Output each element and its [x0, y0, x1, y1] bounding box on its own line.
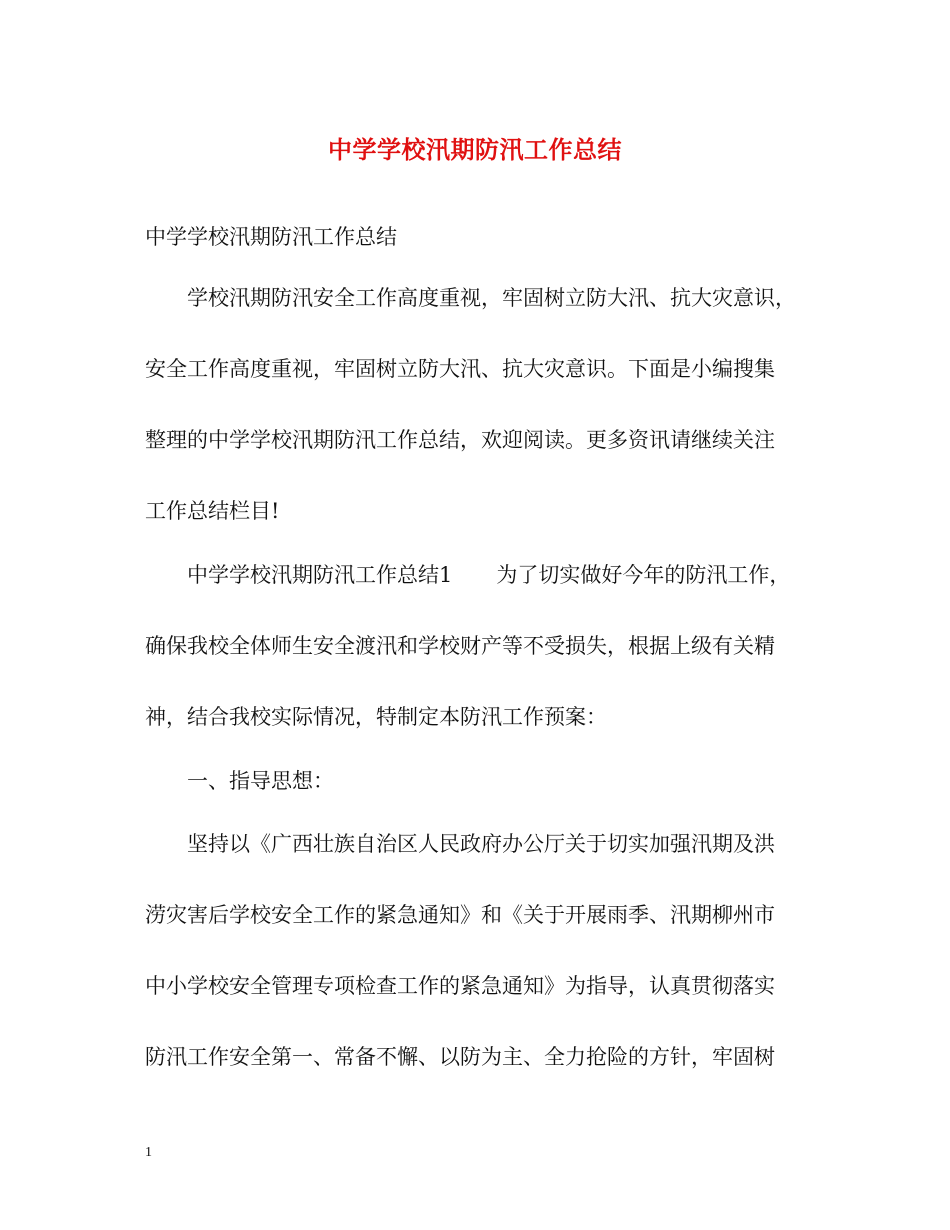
paragraph-line: 确保我校全体师生安全渡汛和学校财产等不受损失，根据上级有关精: [145, 634, 775, 658]
paragraph-line: 工作总结栏目!: [145, 499, 280, 523]
paragraph-line: [187, 560, 867, 590]
paragraph-line: 整理的中学学校汛期防汛工作总结，欢迎阅读。更多资讯请继续关注: [145, 428, 775, 452]
paragraph-line: 涝灾害后学校安全工作的紧急通知》和《关于开展雨季、汛期柳州市: [145, 903, 775, 927]
paragraph-line: 安全工作高度重视，牢固树立防大汛、抗大灾意识。下面是小编搜集: [145, 357, 775, 381]
section-heading: 中学学校汛期防汛工作总结1: [187, 563, 453, 587]
document-subtitle: 中学学校汛期防汛工作总结: [145, 225, 397, 249]
paragraph-line: 中小学校安全管理专项检查工作的紧急通知》为指导，认真贯彻落实: [145, 974, 775, 998]
paragraph-line: 学校汛期防汛安全工作高度重视，牢固树立防大汛、抗大灾意识，: [187, 286, 796, 310]
section-heading: 一、指导思想：: [187, 769, 334, 793]
paragraph-text: 为了切实做好今年的防汛工作，: [496, 563, 791, 587]
document-title: 中学学校汛期防汛工作总结: [328, 135, 622, 164]
paragraph-line: 防汛工作安全第一、常备不懈、以防为主、全力抢险的方针，牢固树: [145, 1045, 775, 1069]
page-number: 1: [145, 1145, 152, 1160]
paragraph-line: 坚持以《广西壮族自治区人民政府办公厅关于切实加强汛期及洪: [187, 832, 775, 856]
paragraph-line: 神，结合我校实际情况，特制定本防汛工作预案：: [145, 705, 607, 729]
